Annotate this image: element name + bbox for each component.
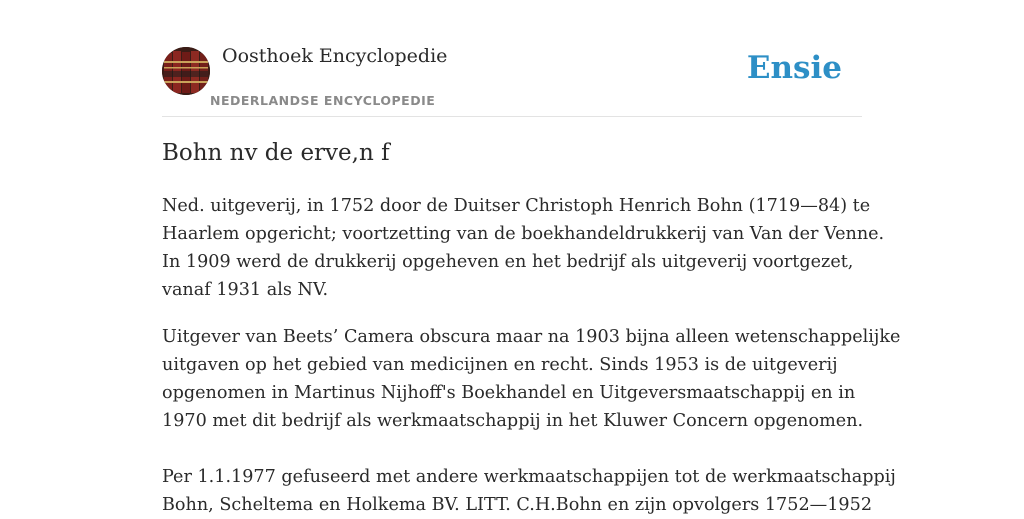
paragraph-line: uitgaven op het gebied van medicijnen en recht. Sinds 1953 is de uitgeverij bbox=[162, 355, 838, 375]
paragraph-line: 1970 met dit bedrijf als werkmaatschappij in het Kluwer Concern opgenomen. bbox=[162, 411, 864, 431]
page bbox=[162, 0, 901, 515]
paragraph-2 bbox=[162, 323, 901, 435]
entry-title: Bohn nv de erve,n f bbox=[162, 140, 390, 166]
header bbox=[162, 0, 862, 117]
paragraph-line: opgenomen in Martinus Nijhoff's Boekhandel en Uitgeversmaatschappij en in bbox=[162, 383, 856, 403]
paragraph-line: In 1909 werd de drukkerij opgeheven en het bedrijf als uitgeverij voortgezet, bbox=[162, 252, 854, 272]
paragraph-line: vanaf 1931 als NV. bbox=[162, 280, 329, 300]
paragraph-line: Ned. uitgeverij, in 1752 door de Duitser Christoph Henrich Bohn (1719—84) te bbox=[162, 196, 871, 216]
paragraph-3 bbox=[162, 463, 896, 519]
paragraph-1 bbox=[162, 192, 885, 304]
encyclopedia-books-icon[interactable] bbox=[162, 47, 210, 95]
paragraph-line: Uitgever van Beets’ Camera obscura maar na 1903 bijna alleen wetenschappelijke bbox=[162, 327, 901, 347]
paragraph-line: Per 1.1.1977 gefuseerd met andere werkmaatschappijen tot de werkmaatschappij bbox=[162, 467, 896, 487]
source-title-link[interactable]: Oosthoek Encyclopedie bbox=[222, 45, 448, 67]
paragraph-line: Haarlem opgericht; voortzetting van de boekhandeldrukkerij van Van der Venne. bbox=[162, 224, 885, 244]
brand-logo-link[interactable]: Ensie bbox=[746, 50, 842, 86]
source-subtitle: NEDERLANDSE ENCYCLOPEDIE bbox=[210, 93, 436, 108]
paragraph-line: Bohn, Scheltema en Holkema BV. LITT. C.H.Bohn en zijn opvolgers 1752—1952 bbox=[162, 495, 873, 515]
